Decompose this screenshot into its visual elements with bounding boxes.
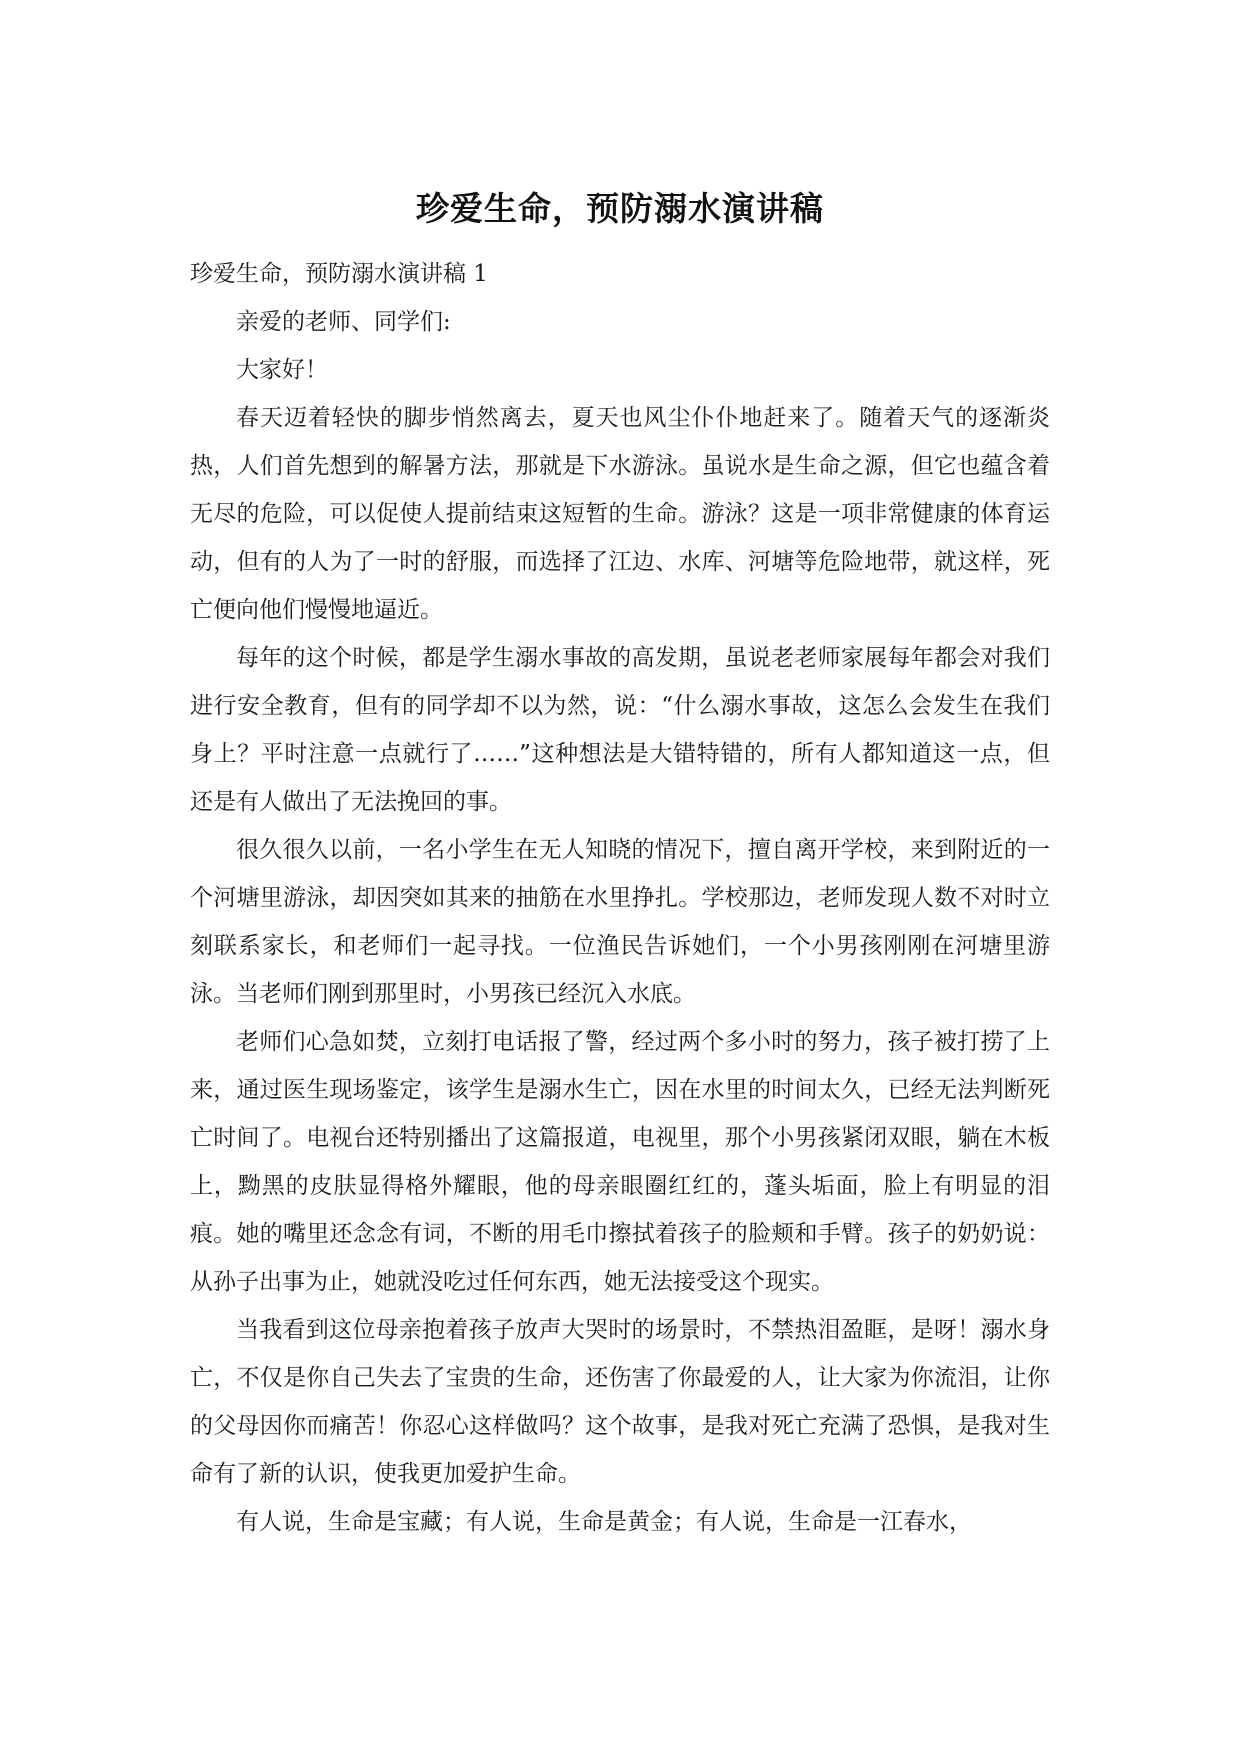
- body-paragraph: 春天迈着轻快的脚步悄然离去，夏天也风尘仆仆地赶来了。随着天气的逐渐炎热，人们首先想到的解暑方法，那就是下水游泳。虽说水是生命之源，但它也蕴含着无尽的危险，可以促使人提前结束这短暂的生命。游泳？这是一项非常健康的体育运动，但有的人为了一时的舒服，而选择了江边、水库、河塘等危险地带，就这样，死亡便向他们慢慢地逼近。: [190, 405, 1050, 623]
- greeting-paragraph: 亲爱的老师、同学们:: [236, 309, 451, 335]
- body-paragraph: 每年的这个时候，都是学生溺水事故的高发期，虽说老老师家展每年都会对我们进行安全教育，但有的同学却不以为然，说：“什么溺水事故，这怎么会发生在我们身上？平时注意一点就行了……”这种想法是大错特错的，所有人都知道这一点，但还是有人做出了无法挽回的事。: [190, 645, 1050, 815]
- body-paragraph: 老师们心急如焚，立刻打电话报了警，经过两个多小时的努力，孩子被打捞了上来，通过医生现场鉴定，该学生是溺水生亡，因在水里的时间太久，已经无法判断死亡时间了。电视台还特别播出了这篇报道，电视里，那个小男孩紧闭双眼，躺在木板上，黝黑的皮肤显得格外耀眼，他的母亲眼圈红红的，蓬头垢面，脸上有明显的泪痕。她的嘴里还念念有词，不断的用毛巾擦拭着孩子的脸颊和手臂。孩子的奶奶说：从孙子出事为止，她就没吃过任何东西，她无法接受这个现实。: [190, 1029, 1050, 1295]
- hello-paragraph: 大家好！: [236, 357, 328, 383]
- body-paragraph: 很久很久以前，一名小学生在无人知晓的情况下，擅自离开学校，来到附近的一个河塘里游泳，却因突如其来的抽筋在水里挣扎。学校那边，老师发现人数不对时立刻联系家长，和老师们一起寻找。一位渔民告诉她们，一个小男孩刚刚在河塘里游泳。当老师们刚到那里时，小男孩已经沉入水底。: [190, 837, 1050, 1007]
- document-body: [190, 186, 1050, 1546]
- body-paragraph: 有人说，生命是宝藏；有人说，生命是黄金；有人说，生命是一江春水，: [236, 1509, 972, 1535]
- document-title: 珍爱生命，预防溺水演讲稿: [416, 189, 824, 228]
- section-heading: 珍爱生命，预防溺水演讲稿 1: [190, 261, 488, 287]
- body-paragraph: 当我看到这位母亲抱着孩子放声大哭时的场景时，不禁热泪盈眶，是呀！溺水身亡，不仅是你自己失去了宝贵的生命，还伤害了你最爱的人，让大家为你流泪，让你的父母因你而痛苦！你忍心这样做吗？这个故事，是我对死亡充满了恐惧，是我对生命有了新的认识，使我更加爱护生命。: [190, 1317, 1050, 1487]
